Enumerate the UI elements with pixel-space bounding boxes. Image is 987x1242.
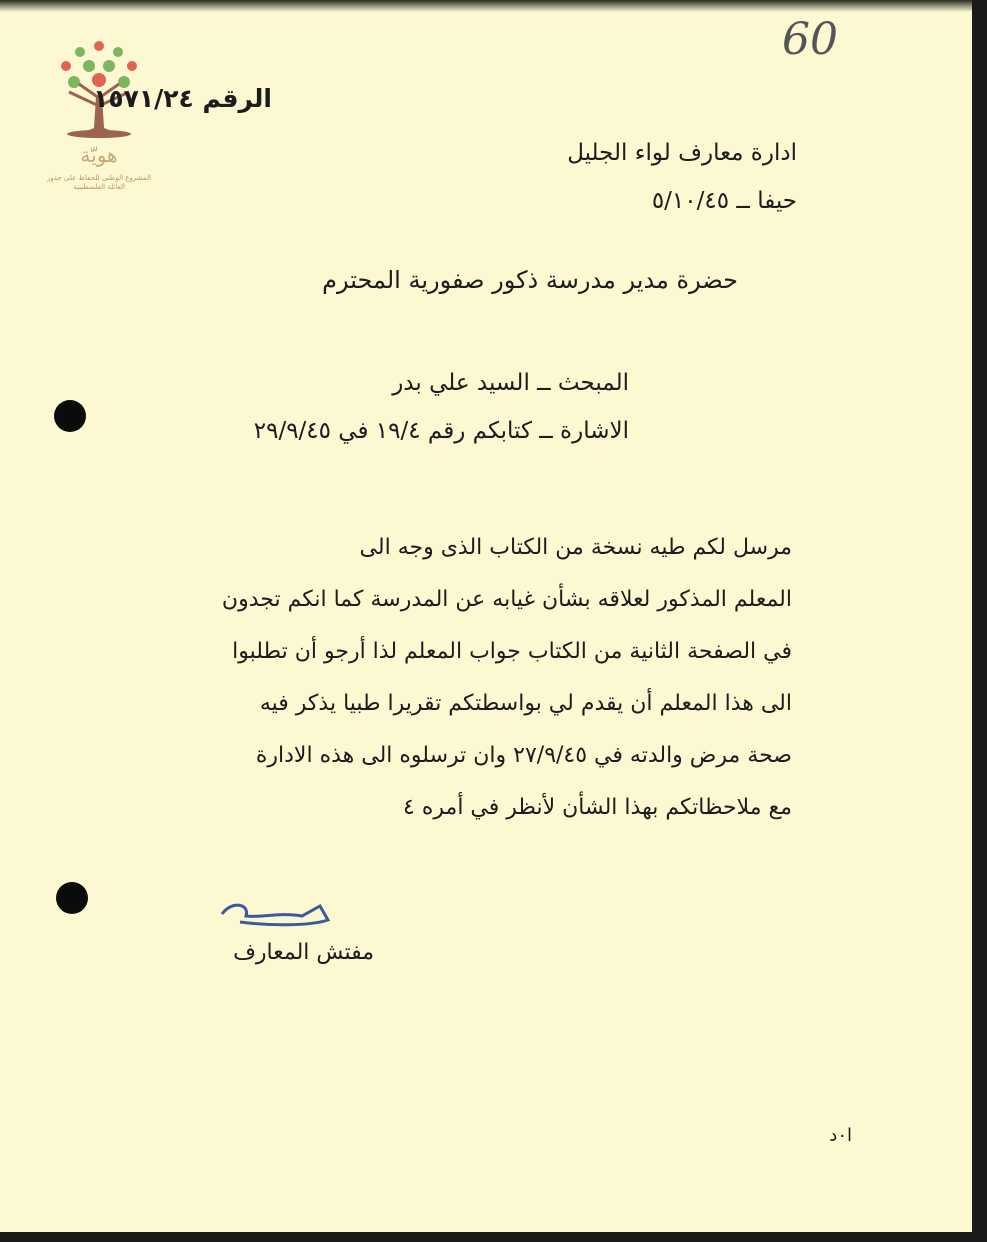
place-date: حيفا ــ ٥/١٠/٤٥ (651, 188, 797, 214)
body-line: الى هذا المعلم أن يقدم لي بواسطتكم تقريرا طبيا يذكر فيه (259, 691, 792, 716)
punch-hole (56, 882, 88, 914)
letter-body (102, 522, 792, 834)
issuing-office: ادارة معارف لواء الجليل (567, 140, 797, 166)
body-line: مرسل لكم طيه نسخة من الكتاب الذى وجه الى (359, 535, 792, 560)
logo-caption: المشروع الوطني للحفاظ على جذور العائلة الفلسطينية (46, 174, 152, 191)
family-tree-icon (44, 36, 154, 196)
body-line: مع ملاحظاتكم بهذا الشأن لأنظر في أمره ٤ (403, 795, 792, 820)
body-line: المعلم المذكور لعلاقه بشأن غيابه عن المدرسة كما انكم تجدون (221, 587, 792, 612)
reference-number: الرقم ١٥٧١/٢٤ (93, 84, 272, 113)
punch-hole (54, 400, 86, 432)
typist-initials: ا٠د (829, 1125, 852, 1146)
reference-line: الاشارة ــ كتابكم رقم ١٩/٤ في ٢٩/٩/٤٥ (253, 418, 629, 444)
folio-number: 60 (782, 14, 838, 65)
scan-edge (0, 0, 972, 12)
addressee: حضرة مدير مدرسة ذكور صفورية المحترم (322, 266, 738, 294)
body-line: في الصفحة الثانية من الكتاب جواب المعلم لذا أرجو أن تطلبوا (232, 639, 792, 664)
subject-line: المبحث ــ السيد علي بدر (392, 370, 629, 396)
svg-text:هويّة: هويّة (80, 143, 118, 167)
signature-title: مفتش المعارف (233, 940, 374, 965)
body-line: صحة مرض والدته في ٢٧/٩/٤٥ وان ترسلوه الى هذه الادارة (255, 743, 792, 768)
